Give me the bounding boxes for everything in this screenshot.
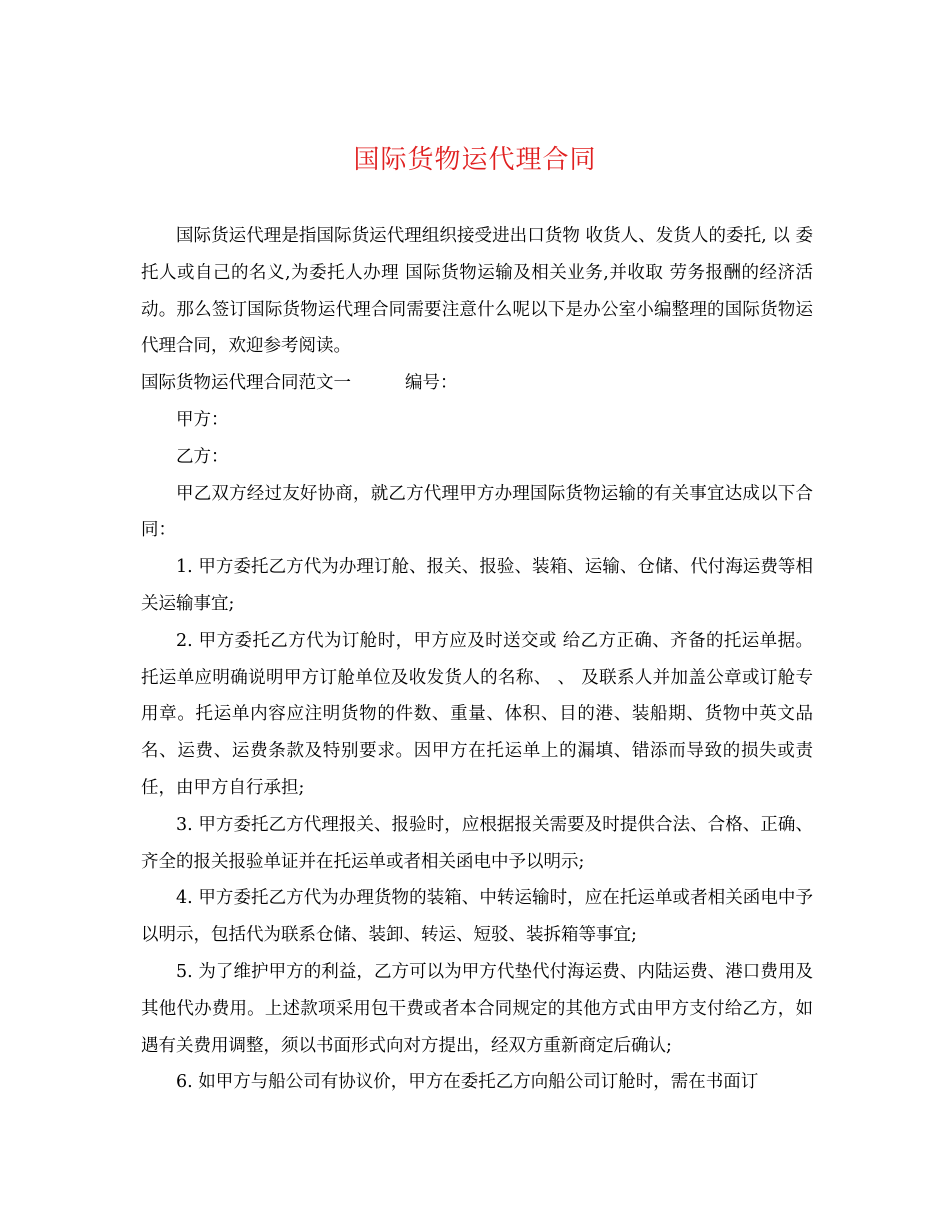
- clause-paragraph: 1. 甲方委托乙方代为办理订舱、报关、报验、装箱、运输、仓储、代付海运费等相关运输事宜;: [141, 557, 813, 614]
- clause-paragraph: 6. 如甲方与船公司有协议价，甲方在委托乙方向船公司订舱时，需在书面订: [176, 1072, 759, 1093]
- number-label: 编号：: [405, 373, 458, 394]
- intro-paragraph: 国际货运代理是指国际货运代理组织接受进出口货物 收货人、发货人的委托, 以 委托人或自己的名义,为委托人办理 国际货物运输及相关业务,并收取 劳务报酬的经济活动。那么签订国际货物运代理合同需要注意什么呢以下是办公室小编整理的国际货物运代理合同，欢迎参考阅读。: [141, 226, 813, 357]
- clause-paragraph: 3. 甲方委托乙方代理报关、报验时，应根据报关需要及时提供合法、合格、正确、齐全的报关报验单证并在托运单或者相关函电中予以明示;: [141, 814, 813, 872]
- clause-paragraph: 2. 甲方委托乙方代为订舱时，甲方应及时送交或 给乙方正确、齐备的托运单据。托运单应明确说明甲方订舱单位及收发货人的名称、 、 及联系人并加盖公章或订舱专用章。托运单内容应注明货物的件数、重量、体积、目的港、装船期、货物中英文品名、运费、运费条款及特别要求。因甲方在托运单上的漏填、错添而导致的损失或责任，由甲方自行承担;: [141, 630, 813, 798]
- party-a-line: 甲方：: [176, 409, 229, 430]
- clause-paragraph: 4. 甲方委托乙方代为办理货物的装箱、中转运输时，应在托运单或者相关函电中予以明示，包括代为联系仓储、装卸、转运、短驳、装拆箱等事宜;: [141, 888, 813, 946]
- document-body: [141, 218, 813, 1101]
- party-b-line: 乙方：: [176, 446, 229, 467]
- preamble-paragraph: 甲乙双方经过友好协商，就乙方代理甲方办理国际货物运输的有关事宜达成以下合同：: [141, 483, 813, 541]
- sample-heading: 国际货物运代理合同范文一: [141, 373, 351, 394]
- document-title: 国际货物运代理合同: [353, 145, 597, 175]
- sample-heading-line: [141, 365, 813, 402]
- clause-paragraph: 5. 为了维护甲方的利益，乙方可以为甲方代垫代付海运费、内陆运费、港口费用及其他代办费用。上述款项采用包干费或者本合同规定的其他方式由甲方支付给乙方，如遇有关费用调整，须以书面形式向对方提出，经双方重新商定后确认;: [141, 961, 813, 1056]
